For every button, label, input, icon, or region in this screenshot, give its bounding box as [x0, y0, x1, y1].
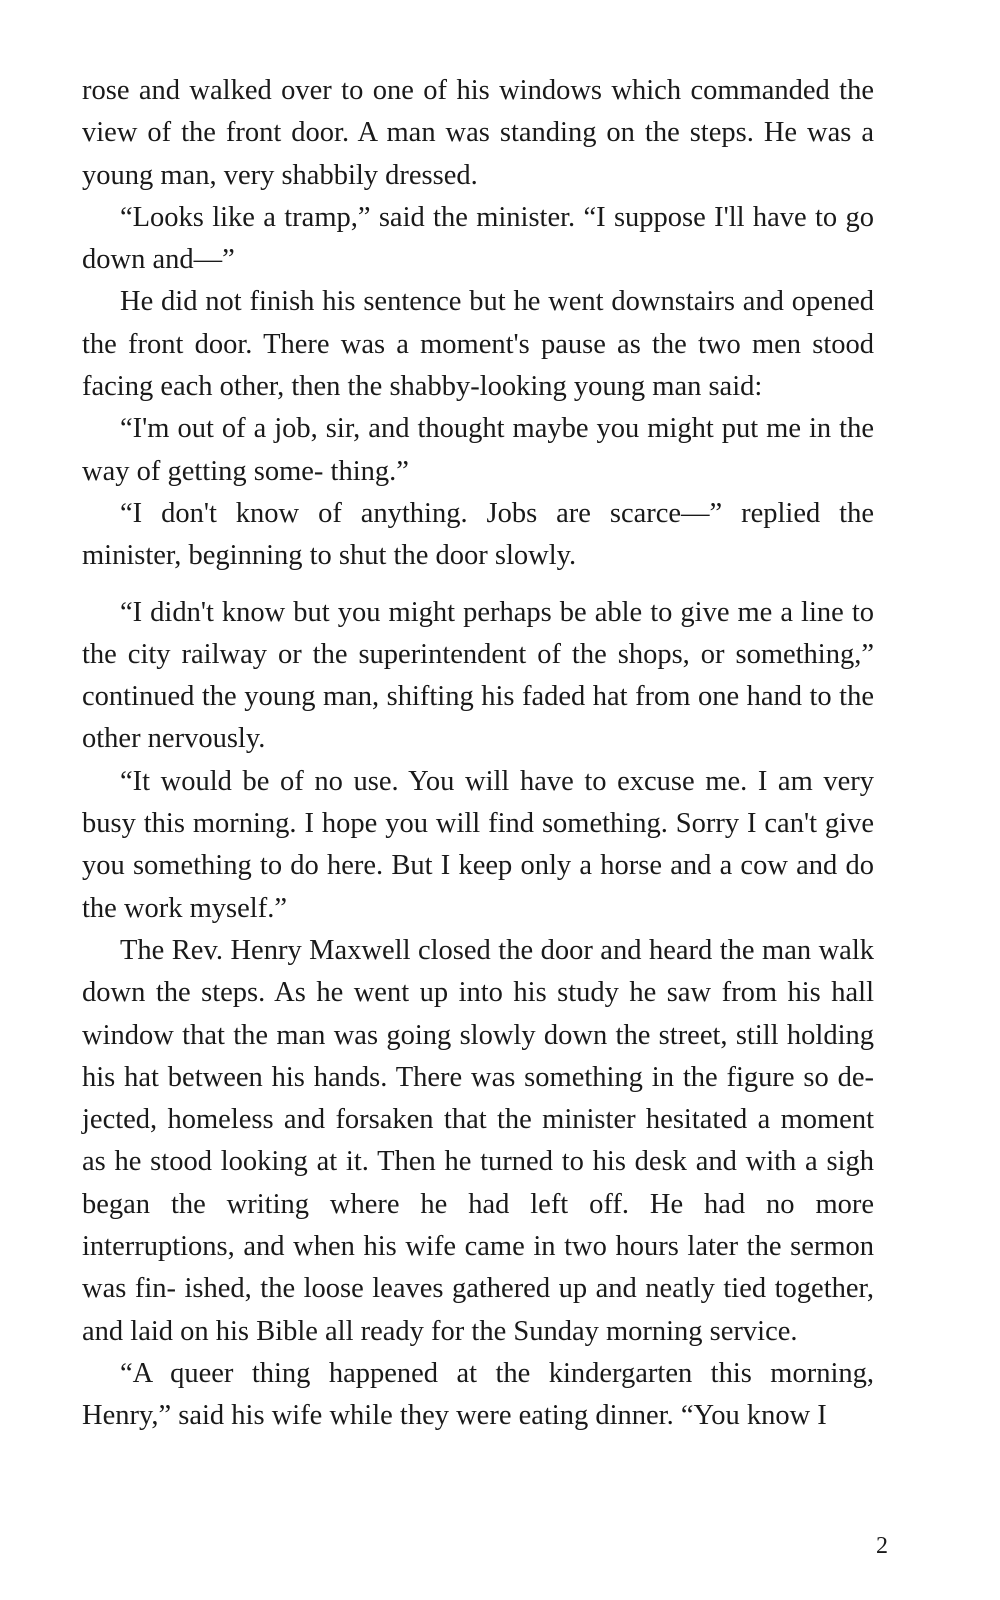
paragraph-6: “I didn't know but you might perhaps be able to give me a line to the city railway or the superintendent of the shops, or something,” continued the young man, shifting his faded hat from one hand to the other nervously.: [82, 596, 874, 755]
page-number: 2: [876, 1533, 888, 1559]
paragraph-5: “I don't know of anything. Jobs are scarce—” replied the minister, beginning to shut the door slowly.: [82, 497, 874, 572]
paragraph-3: He did not finish his sentence but he went downstairs and opened the front door. There was a moment's pause as the two men stood facing each other, then the shabby-looking young man said:: [82, 286, 874, 403]
paragraph-1: rose and walked over to one of his windows which commanded the view of the front door. A man was standing on the steps. He was a young man, very shabbily dressed.: [82, 75, 874, 191]
paragraph-2: “Looks like a tramp,” said the minister. “I suppose I'll have to go down and—”: [82, 201, 874, 276]
paragraph-7: “It would be of no use. You will have to excuse me. I am very busy this morning. I hope you will find something. Sorry I can't give you something to do here. But I keep only a horse and a cow and do the work myself.”: [82, 765, 874, 924]
paragraph-4: “I'm out of a job, sir, and thought maybe you might put me in the way of getting some- thing.”: [82, 413, 874, 487]
paragraph-8: The Rev. Henry Maxwell closed the door and heard the man walk down the steps. As he went up into his study he saw from his hall window that the man was going slowly down the street, still holding his hat between his hands. There was something in the figure so de- jected, homeless and forsaken that the minister hesitated a moment as he stood looking at it. Then he turned to his desk and with a sigh began the writing where he had left off. He had no more interruptions, and when his wife came in two hours later the sermon was fin- ished, the loose leaves gathered up and neatly tied together, and laid on his Bible all ready for the Sunday morning service.: [82, 934, 874, 1347]
paragraph-9: “A queer thing happened at the kindergarten this morning, Henry,” said his wife while they were eating dinner. “You know I: [82, 1357, 874, 1432]
page-body: [82, 70, 874, 1438]
